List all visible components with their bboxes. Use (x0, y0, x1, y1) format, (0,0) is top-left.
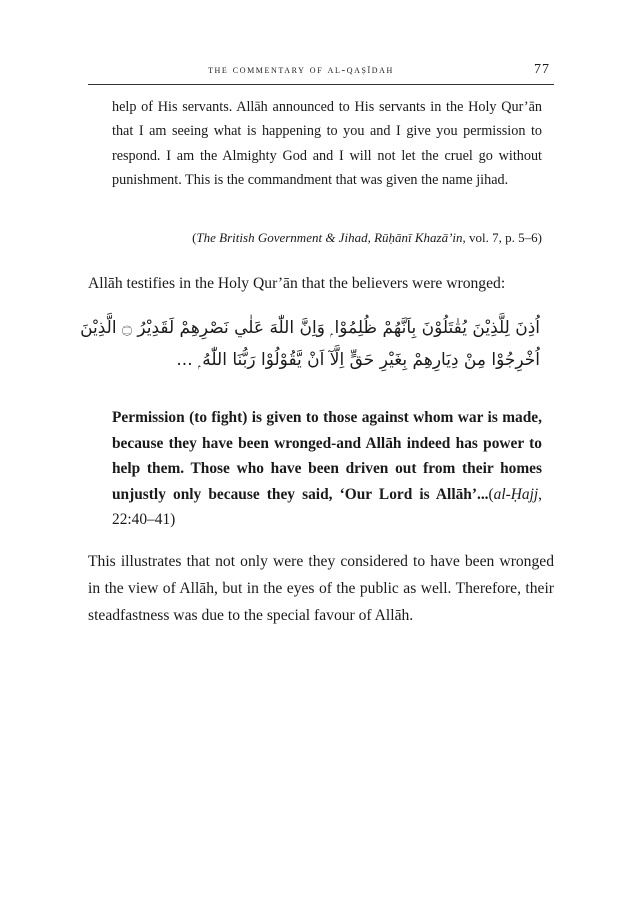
citation-open: ( (192, 230, 197, 245)
ref-open: ( (488, 485, 494, 503)
page-number: 77 (534, 62, 550, 77)
closing-paragraph: This illustrates that not only were they considered to have been wronged in the view of Allāh, but in the eyes of the public as well. Therefore, their steadfastness was due to the special favour of Allāh. (88, 553, 554, 624)
citation-details: , vol. 7, p. 5–6) (462, 230, 542, 245)
block-quote (112, 95, 542, 193)
quote-text: help of His servants. Allāh announced to His servants in the Holy Qur’ān that I am seeing what is happening to you and I give you permission to respond. I am the Almighty God and I will not let the cruel go without punishment. This is the commandment that was given the name jihad. (112, 99, 542, 189)
arabic-line-1: اُذِنَ لِلَّذِيْنَ يُقٰتَلُوْنَ بِاَنَّهُمْ ظُلِمُوْا ۭ وَاِنَّ اللّٰهَ عَلٰي نَصْرِهِمْ لَقَدِيْرُ ۝ الَّذِيْنَ (80, 318, 540, 338)
citation-title: The British Government & Jihad, Rūḥānī Khazā’in (196, 230, 463, 245)
translation-text: Permission (to fight) is given to those against whom war is made, because they have been wronged-and Allāh indeed has power to help them. Those who have been driven out from their homes unjustly only because they said, ‘Our Lord is Allāh’... (112, 409, 542, 503)
quote-citation (112, 230, 542, 246)
running-header (88, 62, 554, 85)
running-title: the commentary of al-qaṣīdah (208, 64, 394, 76)
arabic-verse (80, 312, 540, 376)
ref-verses: , 22:40–41) (112, 485, 542, 528)
intro-paragraph: Allāh testifies in the Holy Qur’ān that the believers were wronged: (88, 275, 506, 292)
verse-translation (112, 405, 542, 533)
arabic-line-2: اُخْرِجُوْا مِنْ دِيَارِهِمْ بِغَيْرِ حَقٍّ اِلَّآ اَنْ يَّقُوْلُوْا رَبُّنَا اللّٰهُ ۭ ... (176, 350, 540, 370)
ref-surah: al-Ḥajj (493, 485, 539, 503)
